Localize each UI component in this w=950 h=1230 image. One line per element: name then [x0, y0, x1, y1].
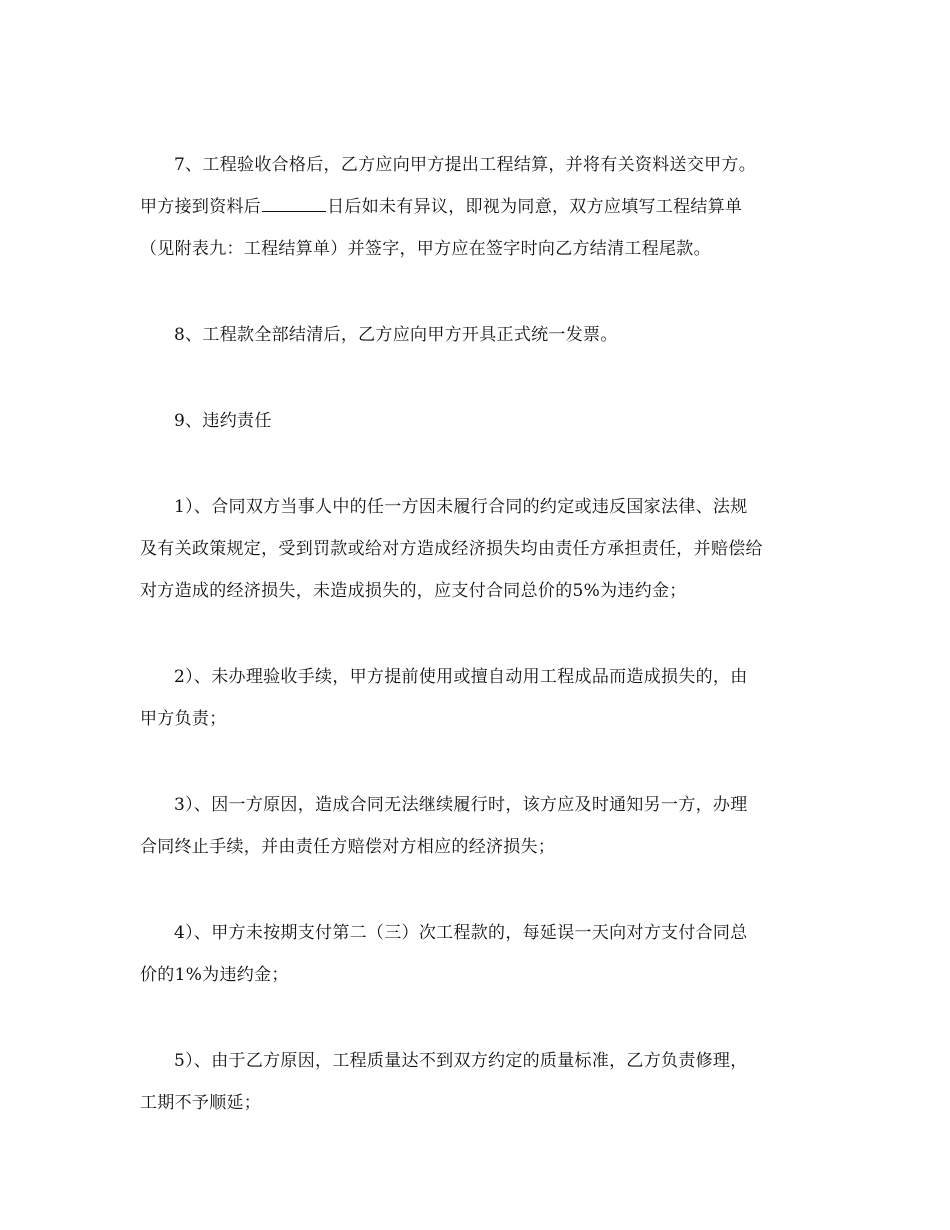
clause-1: [140, 486, 820, 612]
clause-1-line-1: 1）、合同双方当事人中的任一方因未履行合同的约定或违反国家法律、法规: [174, 497, 748, 517]
clause-3: [140, 784, 820, 868]
clause-2: [140, 656, 820, 740]
clause-5-line-1: 5）、由于乙方原因，工程质量达不到双方约定的质量标准，乙方负责修理，: [174, 1051, 748, 1071]
section-heading-9-text: 9、违约责任: [174, 411, 272, 431]
clause-5: [140, 1040, 820, 1124]
section-heading-9: [140, 400, 820, 442]
clause-1-line-3: 对方造成的经济损失，未造成损失的，应支付合同总价的5%为违约金；: [140, 581, 687, 601]
clause-4-line-2: 价的1%为违约金；: [140, 965, 289, 985]
clause-3-line-1: 3）、因一方原因，造成合同无法继续履行时，该方应及时通知另一方，办理: [174, 795, 748, 815]
clause-3-line-2: 合同终止手续，并由责任方赔偿对方相应的经济损失；: [140, 837, 556, 857]
paragraph-7-line-2: [140, 186, 820, 228]
paragraph-8-line-1: 8、工程款全部结清后，乙方应向甲方开具正式统一发票。: [174, 325, 618, 345]
paragraph-7-line-1: 7、工程验收合格后，乙方应向甲方提出工程结算，并将有关资料送交甲方。: [174, 155, 757, 175]
paragraph-7-line-2b: 日后如未有异议，即视为同意，双方应填写工程结算单: [327, 197, 743, 217]
paragraph-8: [140, 314, 820, 356]
paragraph-7-line-3: （见附表九：工程结算单）并签字，甲方应在签字时向乙方结清工程尾款。: [140, 239, 711, 259]
fill-in-blank: [262, 197, 326, 212]
paragraph-7-line-2a: 甲方接到资料后: [140, 197, 262, 217]
clause-4-line-1: 4）、甲方未按期支付第二（三）次工程款的，每延误一天向对方支付合同总: [174, 923, 748, 943]
clause-5-line-2: 工期不予顺延；: [140, 1093, 262, 1113]
clause-2-line-2: 甲方负责；: [140, 709, 227, 729]
paragraph-7: [140, 144, 820, 270]
clause-1-line-2: 及有关政策规定，受到罚款或给对方造成经济损失均由责任方承担责任，并赔偿给: [140, 539, 763, 559]
clause-4: [140, 912, 820, 996]
clause-2-line-1: 2）、未办理验收手续，甲方提前使用或擅自动用工程成品而造成损失的，由: [174, 667, 748, 687]
